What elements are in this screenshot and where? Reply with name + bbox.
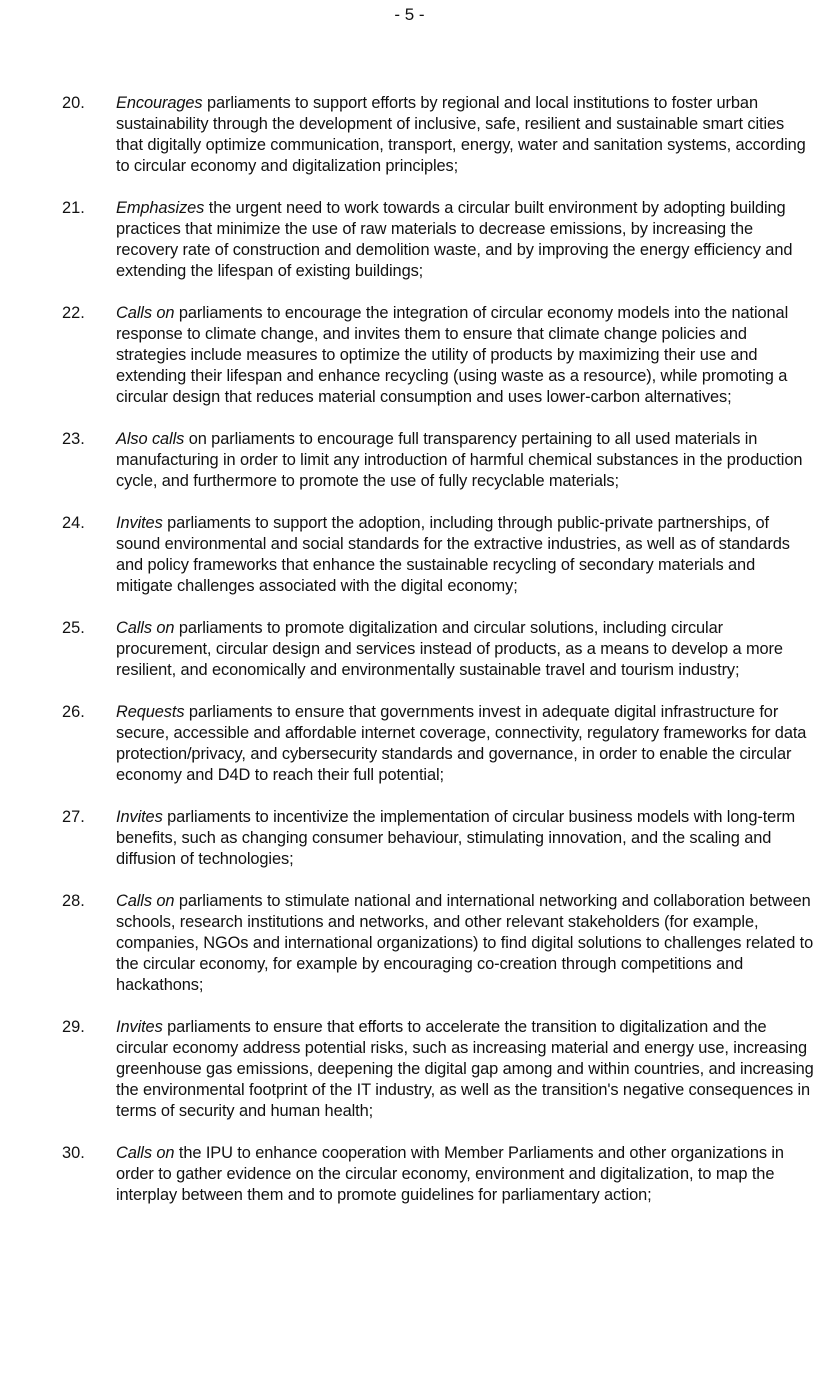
paragraph-body: parliaments to ensure that governments invest in adequate digital infrastructure for secure, accessible and affordable internet coverage, connectivity, regulatory frameworks for data protection/privacy, and cybersecurity standards and governance, in order to enable the circular economy and D4D to reach their full potential; xyxy=(116,703,807,784)
operative-verb: Calls on xyxy=(116,892,175,910)
paragraph-item xyxy=(62,429,814,492)
paragraph-body: the urgent need to work towards a circular built environment by adopting building practices that minimize the use of raw materials to decrease emissions, by increasing the recovery rate of construction and demolition waste, and by improving the energy efficiency and extending the lifespan of existing buildings; xyxy=(116,199,793,280)
paragraph-text xyxy=(116,1143,814,1206)
page-number: - 5 - xyxy=(394,5,425,24)
paragraph-text xyxy=(116,1017,814,1122)
paragraph-body: parliaments to support the adoption, including through public-private partnerships, of sound environmental and social standards for the extractive industries, as well as of standards and policy frameworks that enhance the sustainable recycling of secondary materials and mitigate challenges associated with the digital economy; xyxy=(116,514,790,595)
operative-verb: Requests xyxy=(116,703,185,721)
paragraph-body: parliaments to incentivize the implementation of circular business models with long-term benefits, such as changing consumer behaviour, stimulating innovation, and the scaling and diffusion of technologies; xyxy=(116,808,796,868)
paragraph-item xyxy=(62,1017,814,1122)
paragraph-body: parliaments to stimulate national and international networking and collaboration between schools, research institutions and networks, and other relevant stakeholders (for example, companies, NGOs and international organizations) to find digital solutions to challenges related to the circular economy, for example by encouraging co-creation through competitions and hackathons; xyxy=(116,892,814,994)
paragraph-text xyxy=(116,513,814,597)
paragraph-item xyxy=(62,513,814,597)
paragraph-body: parliaments to ensure that efforts to accelerate the transition to digitalization and the circular economy address potential risks, such as increasing material and energy use, increasing greenhouse gas emissions, deepening the digital gap among and within countries, and increasing the environmental footprint of the IT industry, as well as the transition's negative consequences in terms of security and human health; xyxy=(116,1018,814,1120)
paragraph-text xyxy=(116,303,814,408)
paragraph-number: 25. xyxy=(62,619,85,637)
paragraph-item xyxy=(62,807,814,870)
operative-verb: Calls on xyxy=(116,619,175,637)
operative-verb: Also calls xyxy=(116,430,185,448)
paragraph-number: 22. xyxy=(62,304,85,322)
paragraph-number: 28. xyxy=(62,892,85,910)
paragraph-number: 29. xyxy=(62,1018,85,1036)
operative-verb: Emphasizes xyxy=(116,199,205,217)
paragraph-item xyxy=(62,702,814,786)
operative-verb: Invites xyxy=(116,808,163,826)
operative-verb: Invites xyxy=(116,1018,163,1036)
paragraph-text xyxy=(116,93,814,177)
paragraph-number: 26. xyxy=(62,703,85,721)
paragraph-number: 30. xyxy=(62,1144,85,1162)
paragraph-text xyxy=(116,702,814,786)
paragraph-number: 23. xyxy=(62,430,85,448)
paragraph-number: 27. xyxy=(62,808,85,826)
paragraph-item xyxy=(62,618,814,681)
paragraph-item xyxy=(62,891,814,996)
operative-verb: Calls on xyxy=(116,304,175,322)
paragraph-body: parliaments to support efforts by regional and local institutions to foster urban sustainability through the development of inclusive, safe, resilient and sustainable smart cities that digitally optimize communication, transport, energy, water and sanitation systems, according to circular economy and digitalization principles; xyxy=(116,94,806,175)
paragraph-body: the IPU to enhance cooperation with Member Parliaments and other organizations in order to gather evidence on the circular economy, environment and digitalization, to map the interplay between them and to promote guidelines for parliamentary action; xyxy=(116,1144,784,1204)
operative-verb: Invites xyxy=(116,514,163,532)
paragraph-item xyxy=(62,303,814,408)
paragraph-number: 20. xyxy=(62,94,85,112)
resolution-paragraph-list xyxy=(62,93,814,1227)
paragraph-body: parliaments to promote digitalization and circular solutions, including circular procurement, circular design and services instead of products, as a means to develop a more resilient, and economically and environmentally sustainable travel and tourism industry; xyxy=(116,619,783,679)
paragraph-text xyxy=(116,618,814,681)
operative-verb: Calls on xyxy=(116,1144,175,1162)
paragraph-item xyxy=(62,93,814,177)
paragraph-item xyxy=(62,1143,814,1206)
paragraph-body: on parliaments to encourage full transparency pertaining to all used materials in manufacturing in order to limit any introduction of harmful chemical substances in the production cycle, and furthermore to promote the use of fully recyclable materials; xyxy=(116,430,803,490)
paragraph-text xyxy=(116,807,814,870)
operative-verb: Encourages xyxy=(116,94,203,112)
paragraph-item xyxy=(62,198,814,282)
paragraph-text xyxy=(116,429,814,492)
paragraph-text xyxy=(116,891,814,996)
paragraph-body: parliaments to encourage the integration of circular economy models into the national response to climate change, and invites them to ensure that climate change policies and strategies include measures to optimize the utility of products by maximizing their use and extending their lifespan and enhance recycling (using waste as a resource), while promoting a circular design that reduces material consumption and uses lower-carbon alternatives; xyxy=(116,304,789,406)
paragraph-text xyxy=(116,198,814,282)
paragraph-number: 24. xyxy=(62,514,85,532)
paragraph-number: 21. xyxy=(62,199,85,217)
